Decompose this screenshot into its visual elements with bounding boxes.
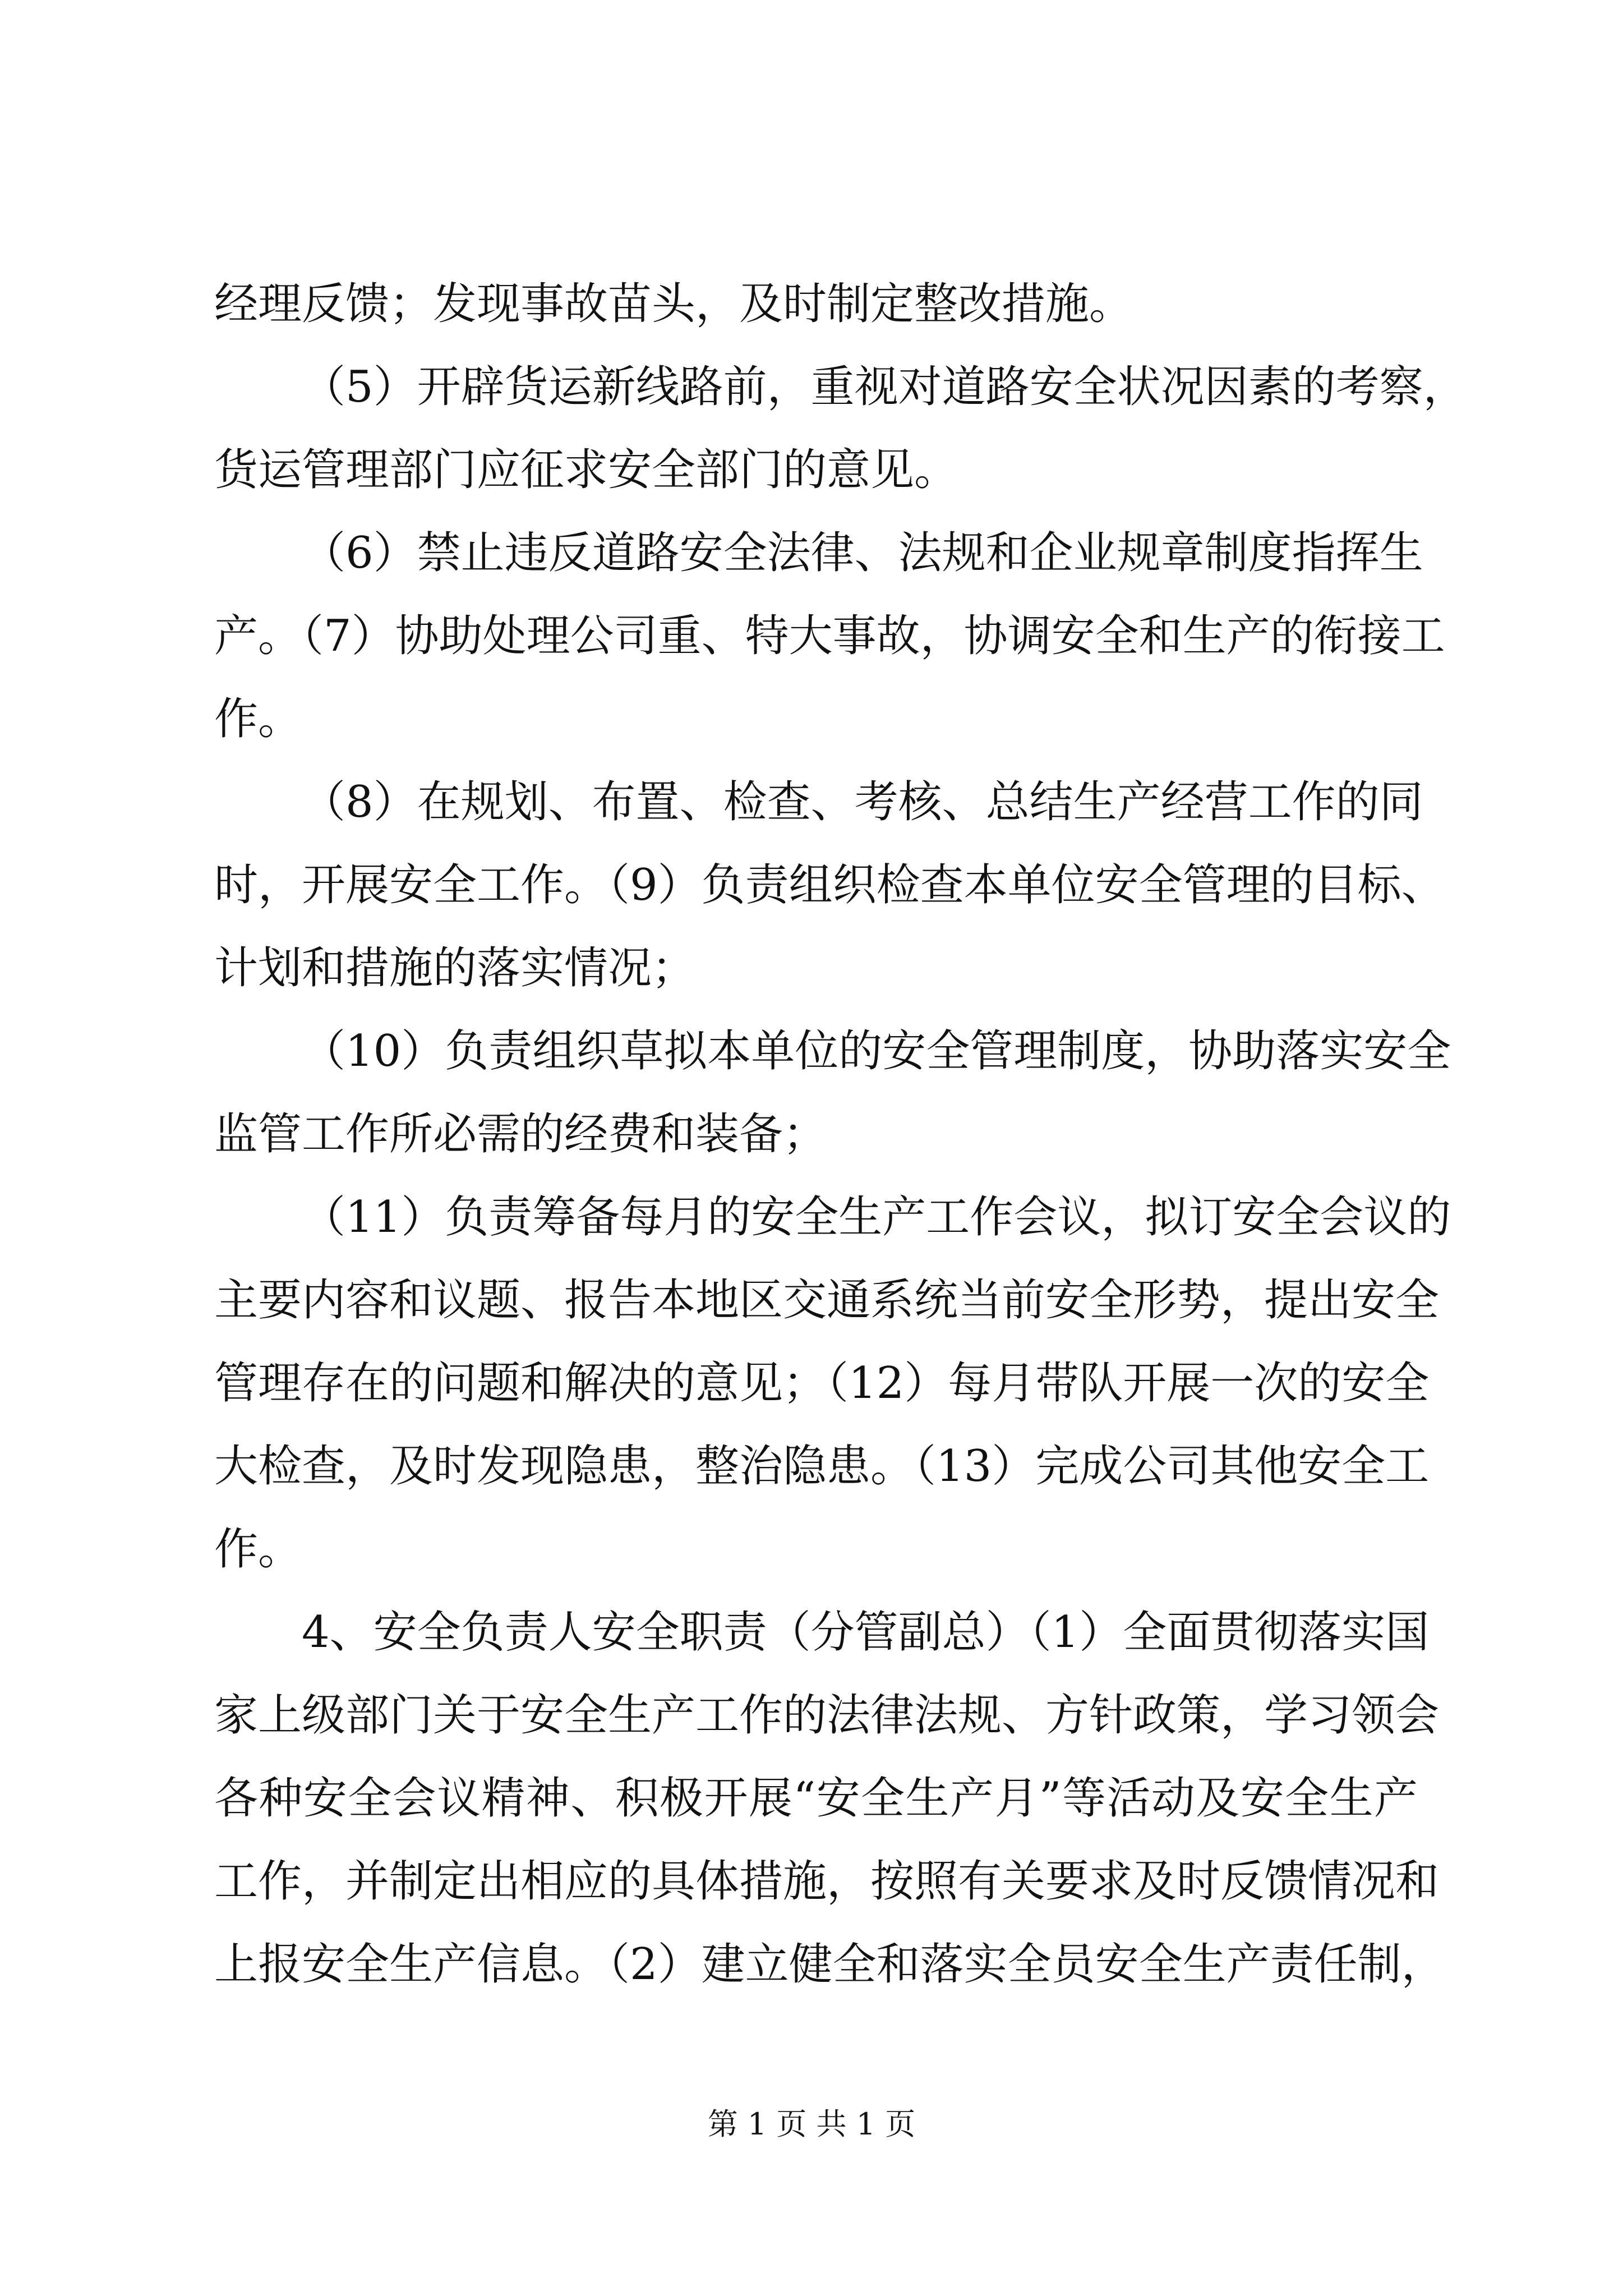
document-line: 4、安全负责人安全职责（分管副总）（1）全面贯彻落实国 — [302, 1607, 1430, 1658]
document-line: （5）开辟货运新线路前，重视对道路安全状况因素的考察， — [302, 362, 1467, 412]
document-line: 产。（7）协助处理公司重、特大事故，协调安全和生产的衔接工 — [214, 611, 1445, 661]
document-line: （8）在规划、布置、检查、考核、总结生产经营工作的同 — [302, 777, 1423, 827]
document-line: 计划和措施的落实情况； — [214, 943, 696, 993]
document-line: 作。 — [214, 694, 302, 744]
document-line: 货运管理部门应征求安全部门的意见。 — [214, 445, 958, 495]
document-line: （6）禁止违反道路安全法律、法规和企业规章制度指挥生 — [302, 528, 1423, 578]
document-line: 时，开展安全工作。（9）负责组织检查本单位安全管理的目标、 — [214, 860, 1445, 910]
document-line: 工作，并制定出相应的具体措施，按照有关要求及时反馈情况和 — [214, 1856, 1440, 1907]
document-line: 经理反馈；发现事故苗头，及时制定整改措施。 — [214, 279, 1133, 329]
document-line: 作。 — [214, 1524, 302, 1575]
document-line: 家上级部门关于安全生产工作的法律法规、方针政策，学习领会 — [214, 1690, 1440, 1741]
page-footer: 第 1 页 共 1 页 — [707, 2106, 916, 2142]
document-body — [214, 263, 1467, 2006]
document-line: （11）负责筹备每月的安全生产工作会议，拟订安全会议的 — [302, 1192, 1451, 1243]
document-line: 监管工作所必需的经费和装备； — [214, 1109, 827, 1159]
document-line: 主要内容和议题、报告本地区交通系统当前安全形势，提出安全 — [214, 1275, 1440, 1326]
document-line: 各种安全会议精神、积极开展“安全生产月”等活动及安全生产 — [214, 1773, 1418, 1824]
document-line: 上报安全生产信息。（2）建立健全和落实全员安全生产责任制， — [214, 1939, 1445, 1990]
document-line: 大检查，及时发现隐患，整治隐患。（13）完成公司其他安全工 — [214, 1441, 1430, 1492]
document-line: 管理存在的问题和解决的意见；（12）每月带队开展一次的安全 — [214, 1358, 1430, 1409]
document-line: （10）负责组织草拟本单位的安全管理制度，协助落实安全 — [302, 1026, 1451, 1076]
